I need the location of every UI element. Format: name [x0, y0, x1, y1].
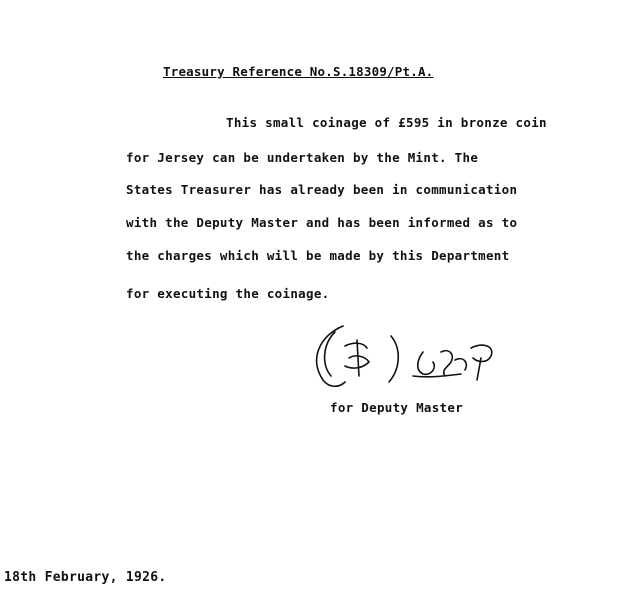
- body-line-2: for Jersey can be undertaken by the Mint. The: [126, 150, 479, 165]
- document-date: 18th February, 1926.: [4, 570, 167, 585]
- body-line-3: States Treasurer has already been in communication: [126, 182, 518, 197]
- body-line-1: This small coinage of £595 in bronze coin: [226, 115, 547, 130]
- treasury-reference-heading: Treasury Reference No.S.18309/Pt.A.: [163, 64, 434, 79]
- body-line-5: the charges which will be made by this Department: [126, 248, 510, 263]
- handwritten-signature: [305, 318, 525, 393]
- body-line-4: with the Deputy Master and has been informed as to: [126, 215, 518, 230]
- body-line-6: for executing the coinage.: [126, 286, 330, 301]
- signature-caption: for Deputy Master: [330, 400, 464, 415]
